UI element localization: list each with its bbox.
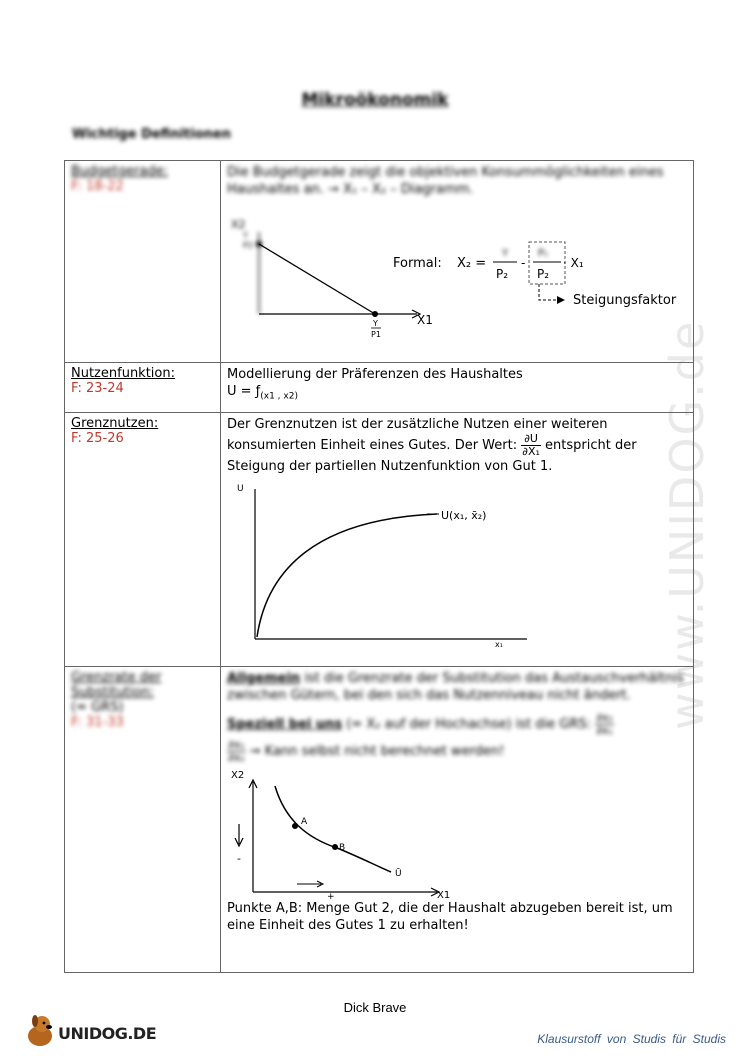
graph-x-axis-label: X1	[417, 313, 433, 327]
fraction-numerator: ∂x₂	[596, 711, 613, 724]
grs-fraction	[595, 712, 614, 737]
term-cell	[65, 667, 221, 973]
special-note: Kann selbst nicht berechnet werden!	[264, 744, 505, 759]
utility-formula-sub: (x1 , x2)	[260, 391, 298, 402]
watermark-text: www.UNIDOG.de	[660, 319, 714, 730]
logo-text: UNIDOG.DE	[58, 1024, 157, 1043]
definition-cell	[221, 413, 694, 667]
term-ref: F: 23-24	[71, 381, 124, 396]
budget-y-intercept-point	[256, 241, 262, 247]
grs-fraction-2	[227, 739, 246, 764]
utility-formula	[227, 383, 687, 406]
fraction-denominator: ∂x₂	[228, 751, 245, 764]
graph-y-axis-label: X2	[231, 218, 246, 231]
fraction-denominator: ∂X₁	[522, 445, 540, 458]
arrow-right-icon: ➞	[249, 744, 261, 759]
definition-text	[227, 416, 687, 475]
indifference-curve	[275, 786, 391, 872]
graph-caption: Punkte A,B: Menge Gut 2, die der Haushalt abzugeben bereit ist, um eine Einheit des Gutes 1 zu erhalten!	[227, 901, 673, 933]
graph-x-intercept-den: P1	[371, 330, 381, 339]
formula-frac1-den: P₂	[496, 267, 509, 281]
fraction-numerator: ∂x₁	[228, 738, 245, 751]
graph-x-intercept-label: Y	[373, 319, 378, 328]
plus-label: +	[327, 892, 335, 900]
graph-x-axis-label: X1	[437, 890, 451, 900]
formula-frac2-den: P₂	[537, 267, 550, 281]
term-ref: F: 18-22	[71, 179, 124, 194]
page-subtitle: Wichtige Definitionen	[72, 127, 231, 142]
definition-text-special	[227, 712, 687, 737]
point-b-label: B	[339, 843, 346, 853]
budget-line-graph	[227, 202, 687, 342]
footer-slogan: Klausurstoff von Studis für Studis	[537, 1032, 726, 1046]
utility-curve-label: U(x₁, x̄₂)	[441, 509, 487, 522]
definition-cell	[221, 161, 694, 363]
page-title: Mikroökonomik	[301, 90, 449, 110]
table-row	[65, 161, 694, 363]
table-row	[65, 413, 694, 667]
formula-frac2-num: P₁	[538, 248, 549, 259]
formula-tail: · X₁	[563, 256, 584, 270]
special-note-line	[227, 739, 687, 764]
utility-function-graph	[227, 479, 687, 649]
author-name: Dick Brave	[343, 1000, 407, 1015]
graph-x-axis-label: x₁	[495, 640, 503, 649]
fraction-denominator: ∂x₁	[596, 724, 613, 737]
table-row	[65, 667, 694, 973]
general-text: ist die Grenzrate der Substitution das Austauschverhältnis zwischen Gütern, bei den sich das Nutzenniveau nicht ändert.	[227, 671, 684, 703]
graph-y-axis-label: U	[237, 484, 244, 494]
dog-icon	[22, 1012, 62, 1050]
term-ref: F: 25-26	[71, 431, 124, 446]
indifference-curve-label: Ū	[395, 869, 402, 879]
formula-label: Formal:	[393, 256, 442, 271]
term-name: Nutzenfunktion:	[71, 366, 175, 381]
minus-label: -	[237, 852, 241, 865]
utility-curve	[257, 514, 437, 637]
indifference-curve-graph	[227, 768, 687, 900]
term-name: Grenzrate der Substitution:	[71, 670, 162, 700]
term-name: Grenznutzen:	[71, 416, 159, 431]
definition-text-general	[227, 670, 687, 704]
special-label: Speziell bei uns	[227, 717, 343, 732]
graph-y-axis-group	[231, 218, 259, 314]
steigungsfaktor-arrow-icon	[557, 296, 565, 304]
general-label: Allgemein	[227, 671, 301, 686]
definition-text-a: Der Grenznutzen ist der zusätzliche Nutzen einer weiteren konsumierten Einheit eines Gutes. Der Wert:	[227, 417, 608, 453]
definition-cell	[221, 363, 694, 413]
special-text: (= X₂ auf der Hochachse) ist die GRS:	[346, 717, 592, 732]
definition-text: Modellierung der Präferenzen des Haushaltes	[227, 367, 523, 382]
definition-cell	[221, 667, 694, 973]
table-row	[65, 363, 694, 413]
point-a-label: A	[301, 817, 308, 827]
formula-frac1-num: Y	[502, 248, 509, 259]
term-cell	[65, 363, 221, 413]
graph-y-intercept-label: Y	[243, 231, 248, 240]
definition-text: Die Budgetgerade zeigt die objektiven Konsummöglichkeiten eines Haushaltes an. → X₁ – X₂ – Diagramm.	[227, 165, 664, 197]
formula-lhs: X₂ =	[457, 256, 487, 271]
term-name: Budgetgerade:	[71, 164, 168, 179]
definitions-table	[64, 160, 694, 973]
formula-minus: -	[521, 256, 526, 270]
budget-line	[259, 244, 375, 314]
utility-formula-main: U = ƒ	[227, 384, 261, 399]
term-extra: (= GRS)	[71, 700, 124, 715]
point-b	[332, 844, 338, 850]
unidog-logo	[22, 1012, 157, 1050]
marginal-utility-fraction	[521, 433, 541, 458]
term-ref: F: 31-33	[71, 715, 124, 730]
term-cell	[65, 413, 221, 667]
graph-y-axis-label: X2	[231, 770, 245, 781]
budget-x-intercept-point	[372, 311, 378, 317]
definition-text-b: entspricht der Steigung der partiellen Nutzenfunktion von Gut 1.	[227, 438, 637, 474]
steigungsfaktor-label: Steigungsfaktor	[573, 293, 677, 308]
graph-y-intercept-den: P2	[243, 241, 253, 250]
fraction-numerator: ∂U	[521, 433, 541, 446]
term-cell	[65, 161, 221, 363]
point-a	[292, 823, 298, 829]
